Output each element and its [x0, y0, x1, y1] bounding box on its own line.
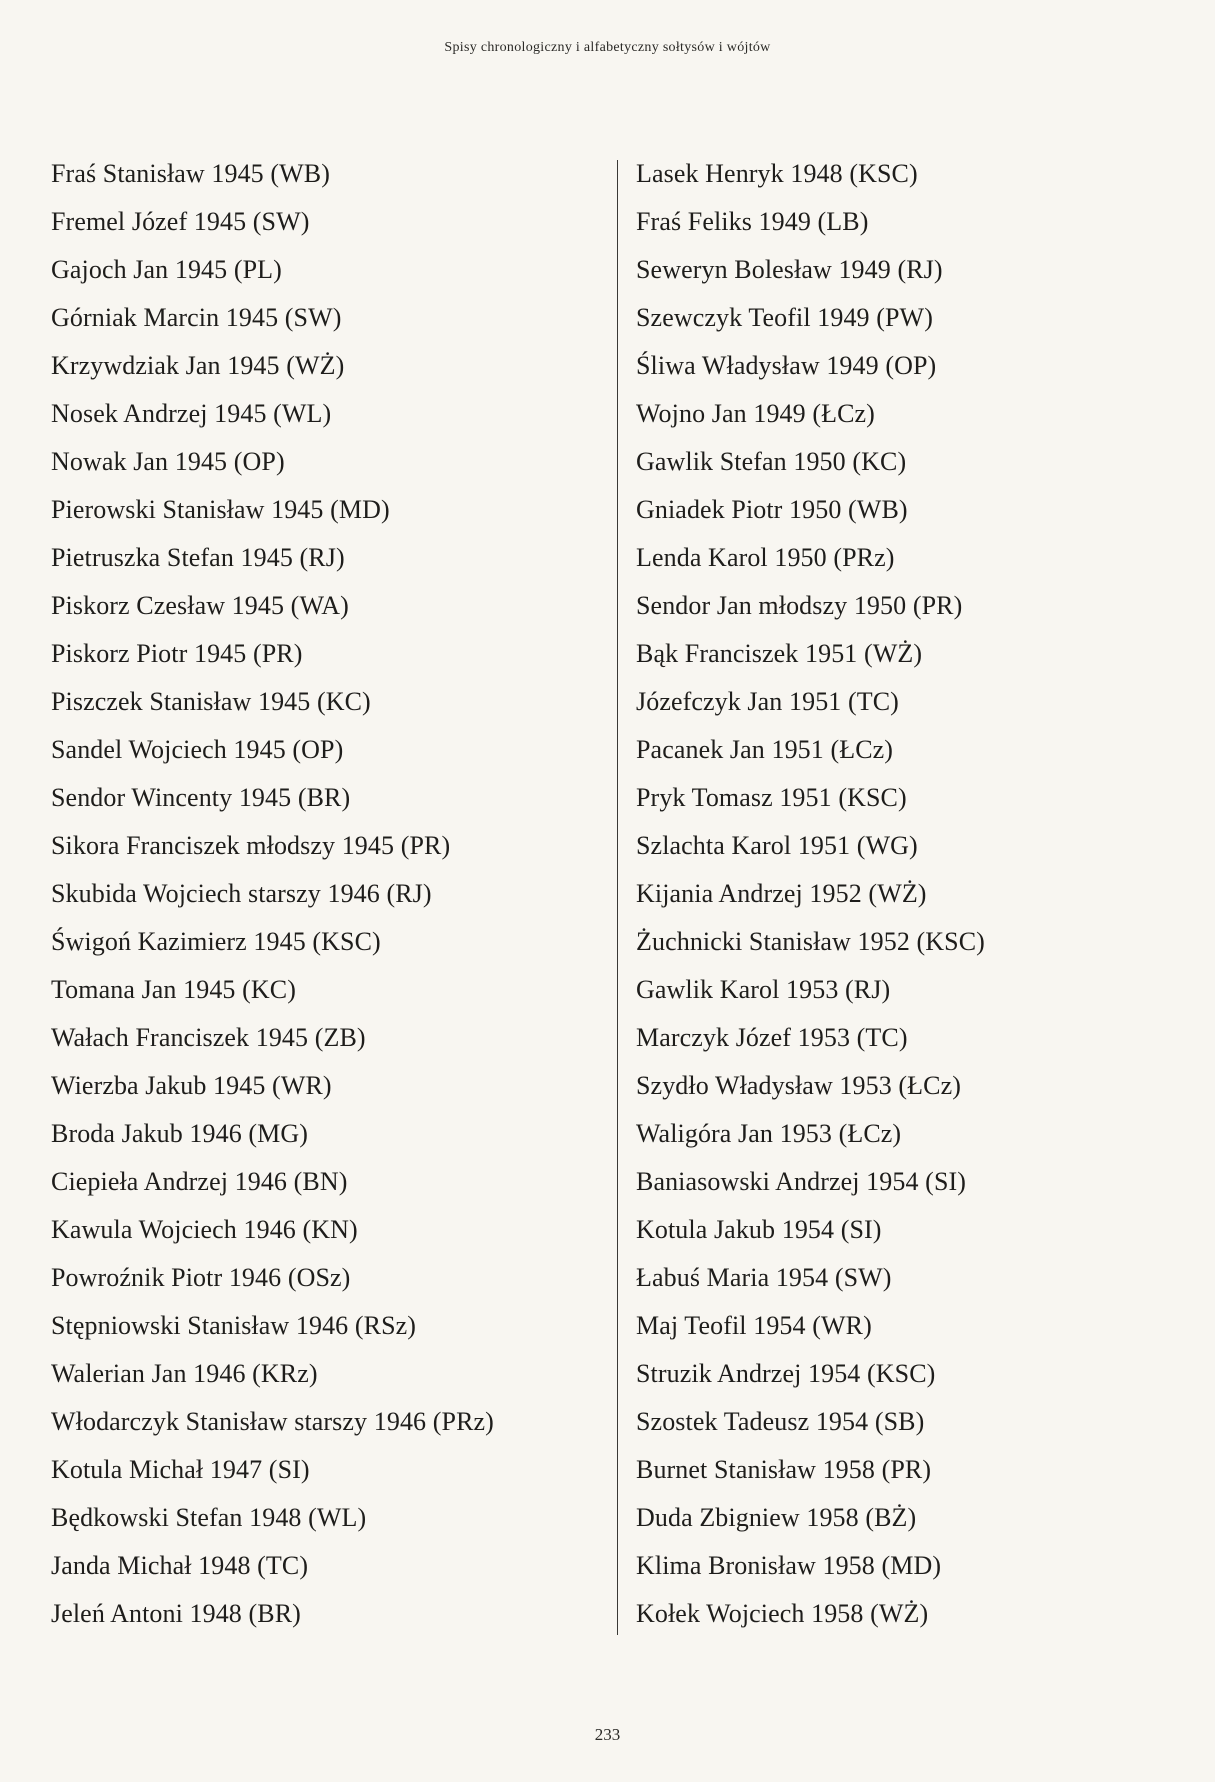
list-item: Wałach Franciszek 1945 (ZB)	[51, 1023, 366, 1052]
list-item: Pietruszka Stefan 1945 (RJ)	[51, 543, 345, 572]
list-item: Fraś Feliks 1949 (LB)	[636, 207, 869, 236]
list-item: Łabuś Maria 1954 (SW)	[636, 1263, 892, 1292]
list-item: Świgoń Kazimierz 1945 (KSC)	[51, 927, 381, 956]
list-item: Duda Zbigniew 1958 (BŻ)	[636, 1503, 917, 1532]
list-item: Piskorz Czesław 1945 (WA)	[51, 591, 349, 620]
list-item: Sendor Wincenty 1945 (BR)	[51, 783, 351, 812]
list-item: Burnet Stanisław 1958 (PR)	[636, 1455, 932, 1484]
list-item: Szostek Tadeusz 1954 (SB)	[636, 1407, 925, 1436]
list-item: Będkowski Stefan 1948 (WL)	[51, 1503, 367, 1532]
list-item: Nowak Jan 1945 (OP)	[51, 447, 285, 476]
page-number: 233	[594, 1725, 621, 1744]
column-divider	[617, 160, 618, 1635]
list-item: Kijania Andrzej 1952 (WŻ)	[636, 879, 927, 908]
list-item: Walerian Jan 1946 (KRz)	[51, 1359, 318, 1388]
list-item: Wojno Jan 1949 (ŁCz)	[636, 399, 875, 428]
right-column-list	[636, 150, 1196, 1638]
list-item: Broda Jakub 1946 (MG)	[51, 1119, 309, 1148]
list-item: Górniak Marcin 1945 (SW)	[51, 303, 342, 332]
list-item: Powroźnik Piotr 1946 (OSz)	[51, 1263, 351, 1292]
list-item: Piskorz Piotr 1945 (PR)	[51, 639, 303, 668]
list-item: Krzywdziak Jan 1945 (WŻ)	[51, 351, 345, 380]
list-item: Maj Teofil 1954 (WR)	[636, 1311, 872, 1340]
list-item: Baniasowski Andrzej 1954 (SI)	[636, 1167, 967, 1196]
list-item: Fraś Stanisław 1945 (WB)	[51, 159, 330, 188]
list-item: Jeleń Antoni 1948 (BR)	[51, 1599, 301, 1628]
running-header: Spisy chronologiczny i alfabetyczny sołtysów i wójtów	[444, 40, 771, 55]
list-item: Gniadek Piotr 1950 (WB)	[636, 495, 908, 524]
list-item: Skubida Wojciech starszy 1946 (RJ)	[51, 879, 432, 908]
list-item: Waligóra Jan 1953 (ŁCz)	[636, 1119, 902, 1148]
list-item: Gajoch Jan 1945 (PL)	[51, 255, 282, 284]
list-item: Pryk Tomasz 1951 (KSC)	[636, 783, 907, 812]
list-item: Kotula Jakub 1954 (SI)	[636, 1215, 882, 1244]
list-item: Kołek Wojciech 1958 (WŻ)	[636, 1599, 929, 1628]
list-item: Bąk Franciszek 1951 (WŻ)	[636, 639, 923, 668]
list-item: Józefczyk Jan 1951 (TC)	[636, 687, 899, 716]
list-item: Klima Bronisław 1958 (MD)	[636, 1551, 942, 1580]
list-item: Lasek Henryk 1948 (KSC)	[636, 159, 918, 188]
list-item: Kotula Michał 1947 (SI)	[51, 1455, 310, 1484]
list-item: Piszczek Stanisław 1945 (KC)	[51, 687, 371, 716]
list-item: Sikora Franciszek młodszy 1945 (PR)	[51, 831, 451, 860]
list-item: Gawlik Stefan 1950 (KC)	[636, 447, 907, 476]
list-item: Fremel Józef 1945 (SW)	[51, 207, 310, 236]
list-item: Żuchnicki Stanisław 1952 (KSC)	[636, 927, 985, 956]
list-item: Tomana Jan 1945 (KC)	[51, 975, 296, 1004]
list-item: Lenda Karol 1950 (PRz)	[636, 543, 895, 572]
list-item: Szlachta Karol 1951 (WG)	[636, 831, 918, 860]
list-item: Marczyk Józef 1953 (TC)	[636, 1023, 908, 1052]
list-item: Szewczyk Teofil 1949 (PW)	[636, 303, 933, 332]
list-item: Włodarczyk Stanisław starszy 1946 (PRz)	[51, 1407, 494, 1436]
list-item: Ciepieła Andrzej 1946 (BN)	[51, 1167, 348, 1196]
list-item: Sendor Jan młodszy 1950 (PR)	[636, 591, 963, 620]
list-item: Kawula Wojciech 1946 (KN)	[51, 1215, 358, 1244]
list-item: Szydło Władysław 1953 (ŁCz)	[636, 1071, 961, 1100]
list-item: Pierowski Stanisław 1945 (MD)	[51, 495, 390, 524]
list-item: Stępniowski Stanisław 1946 (RSz)	[51, 1311, 417, 1340]
list-item: Struzik Andrzej 1954 (KSC)	[636, 1359, 936, 1388]
list-item: Wierzba Jakub 1945 (WR)	[51, 1071, 332, 1100]
left-column-list	[51, 150, 611, 1638]
list-item: Seweryn Bolesław 1949 (RJ)	[636, 255, 943, 284]
list-item: Sandel Wojciech 1945 (OP)	[51, 735, 344, 764]
list-item: Nosek Andrzej 1945 (WL)	[51, 399, 332, 428]
list-item: Gawlik Karol 1953 (RJ)	[636, 975, 891, 1004]
list-item: Śliwa Władysław 1949 (OP)	[636, 351, 937, 380]
list-item: Janda Michał 1948 (TC)	[51, 1551, 309, 1580]
list-item: Pacanek Jan 1951 (ŁCz)	[636, 735, 894, 764]
